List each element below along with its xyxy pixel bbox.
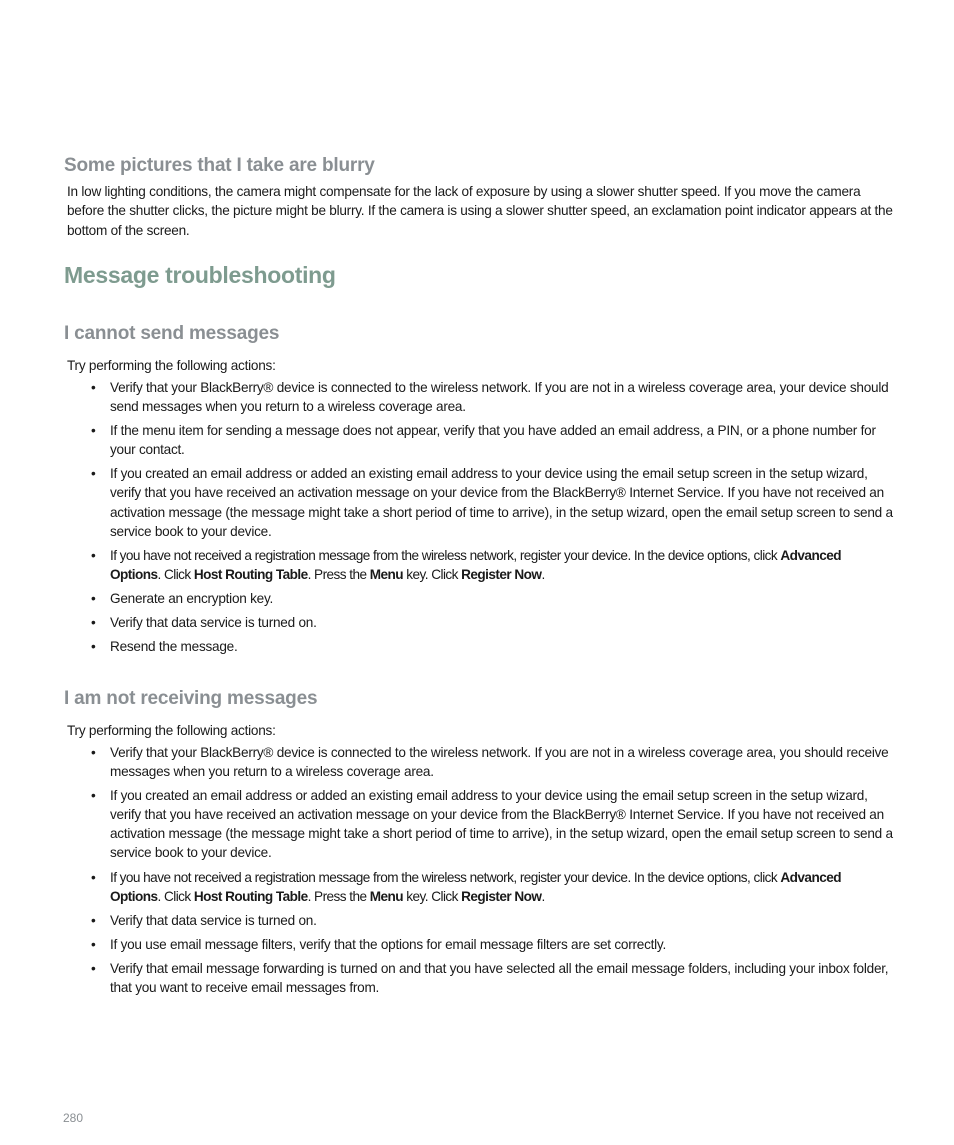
bullet-marker: • (91, 936, 96, 952)
bold-term-host-routing-table: Host Routing Table (193, 566, 308, 582)
list-item: • Generate an encryption key. (88, 589, 894, 608)
bullet-marker: • (91, 615, 96, 631)
list-item: • If you created an email address or added an existing email address to your device using the email setup screen in the setup wizard, verify that you have received an activation message on your device from the BlackBerry® Internet Service. If you have not received an activation message (the message might take a short period of time to arrive), in the setup wizard, open the email setup screen to send a service book to your device. (91, 788, 893, 861)
page-number: 280 (63, 1111, 84, 1125)
list-item: • Verify that your BlackBerry® device is connected to the wireless network. If you are not in a wireless coverage area, your device should send messages when you return to a wireless coverage area. (91, 380, 889, 415)
list-item: • If you have not received a registration message from the wireless network, register your device. In the device options, click Advanced Options. Click Host Routing Table. Press the Menu key. Click Register Now. (91, 547, 841, 582)
blurry-pictures-paragraph: In low lighting conditions, the camera might compensate for the lack of exposure by using a slower shutter speed. If you move the camera before the shutter clicks, the picture might be blurry. If the camera is using a slower shutter speed, an exclamation point indicator appears at the bottom of the screen. (67, 184, 893, 238)
bullet-marker: • (91, 639, 96, 655)
bullet-marker: • (91, 745, 96, 760)
bullet-marker: • (91, 380, 96, 395)
bullet-marker: • (91, 788, 96, 804)
bold-term-register-now: Register Now (461, 888, 542, 904)
bold-term-advanced-options: Advanced Options (110, 869, 841, 904)
bold-term-advanced-options: Advanced Options (110, 547, 841, 582)
list-item: • Verify that data service is turned on. (88, 613, 894, 632)
bullet-marker: • (91, 547, 96, 563)
cannot-send-list (88, 378, 894, 661)
list-item: • If you use email message filters, verify that the options for email message filters are set correctly. (88, 935, 894, 954)
list-item: • If the menu item for sending a message does not appear, verify that you have added an email address, a PIN, or a phone number for your contact. (91, 423, 876, 458)
chapter-heading-message-troubleshooting: Message troubleshooting (64, 262, 336, 288)
bullet-marker: • (91, 590, 96, 606)
list-item: • If you created an email address or added an existing email address to your device using the email setup screen in the setup wizard, verify that you have received an activation message on your device from the BlackBerry® Internet Service. If you have not received an activation message (the message might take a short period of time to arrive), in the setup wizard, open the email setup screen to send a service book to your device. (91, 466, 893, 539)
bullet-marker: • (91, 466, 96, 482)
list-item: • If you have not received a registration message from the wireless network, register your device. In the device options, click Advanced Options. Click Host Routing Table. Press the Menu key. Click Register Now. (91, 869, 841, 904)
list-item: • Verify that your BlackBerry® device is connected to the wireless network. If you are not in a wireless coverage area, you should receive messages when you return to a wireless coverage area. (91, 745, 889, 780)
bold-term-register-now: Register Now (461, 566, 542, 582)
bullet-marker: • (91, 869, 96, 885)
list-item: • Verify that email message forwarding is turned on and that you have selected all the email message folders, including your inbox folder, that you want to receive email messages from. (91, 960, 889, 996)
bold-term-menu: Menu (369, 566, 404, 582)
cannot-send-intro: Try performing the following actions: (67, 358, 276, 373)
section-heading-cannot-send: I cannot send messages (64, 323, 280, 344)
bold-term-host-routing-table: Host Routing Table (193, 888, 308, 904)
section-heading-not-receiving: I am not receiving messages (64, 688, 318, 709)
list-item: • Resend the message. (88, 637, 894, 656)
list-item: • Verify that data service is turned on. (88, 911, 894, 930)
bullet-marker: • (91, 423, 96, 439)
bullet-marker: • (91, 912, 96, 928)
not-receiving-list (88, 743, 894, 1002)
section-heading-blurry-pictures: Some pictures that I take are blurry (64, 155, 375, 176)
bold-term-menu: Menu (369, 888, 404, 904)
not-receiving-intro: Try performing the following actions: (67, 723, 276, 738)
bullet-marker: • (91, 960, 96, 976)
